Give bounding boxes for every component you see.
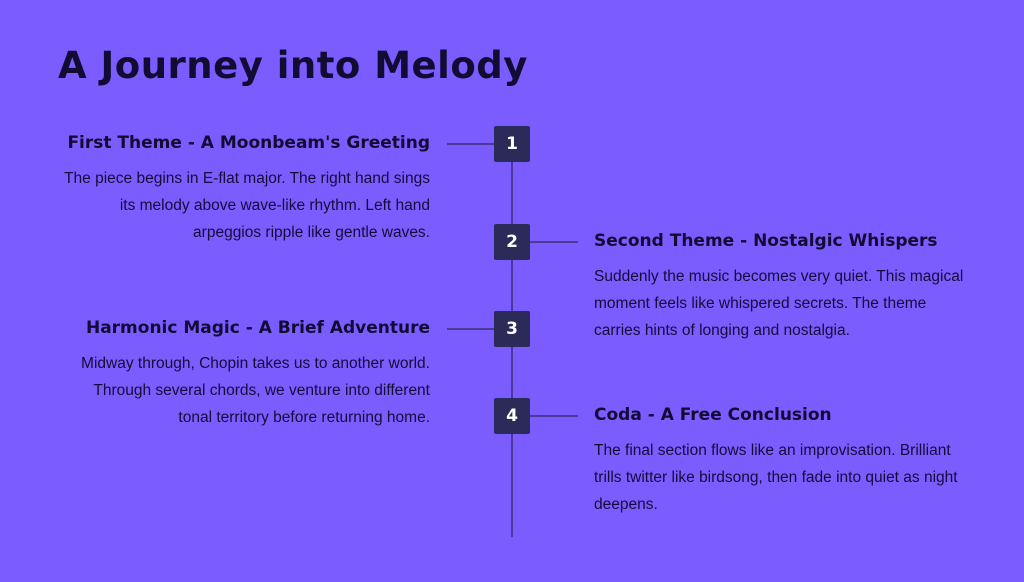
- step-2-connector: [528, 241, 578, 243]
- step-3-description: Midway through, Chopin takes us to another world. Through several chords, we venture into different tonal territory before returning home.: [81, 355, 430, 426]
- step-4-entry: [594, 403, 966, 518]
- step-2-entry: [594, 229, 966, 344]
- step-3-title: Harmonic Magic - A Brief Adventure: [85, 318, 430, 338]
- step-2-marker: 2: [494, 224, 530, 260]
- step-3-entry: [58, 316, 430, 431]
- page-title: A Journey into Melody: [58, 44, 528, 87]
- step-3-marker: 3: [494, 311, 530, 347]
- step-4-description: The final section flows like an improvisation. Brilliant trills twitter like birdsong, then fade into quiet as night deepens.: [594, 442, 958, 513]
- step-1-marker: 1: [494, 126, 530, 162]
- step-1-connector: [447, 143, 497, 145]
- step-4-title: Coda - A Free Conclusion: [594, 405, 832, 425]
- step-1-entry: [58, 131, 430, 246]
- step-3-connector: [447, 328, 497, 330]
- step-1-title: First Theme - A Moonbeam's Greeting: [67, 133, 430, 153]
- step-1-description: The piece begins in E-flat major. The right hand sings its melody above wave-like rhythm. Left hand arpeggios ripple like gentle waves.: [64, 170, 430, 241]
- step-4-marker: 4: [494, 398, 530, 434]
- step-2-title: Second Theme - Nostalgic Whispers: [594, 231, 938, 251]
- step-2-description: Suddenly the music becomes very quiet. This magical moment feels like whispered secrets. The theme carries hints of longing and nostalgia.: [594, 268, 964, 339]
- step-4-connector: [528, 415, 578, 417]
